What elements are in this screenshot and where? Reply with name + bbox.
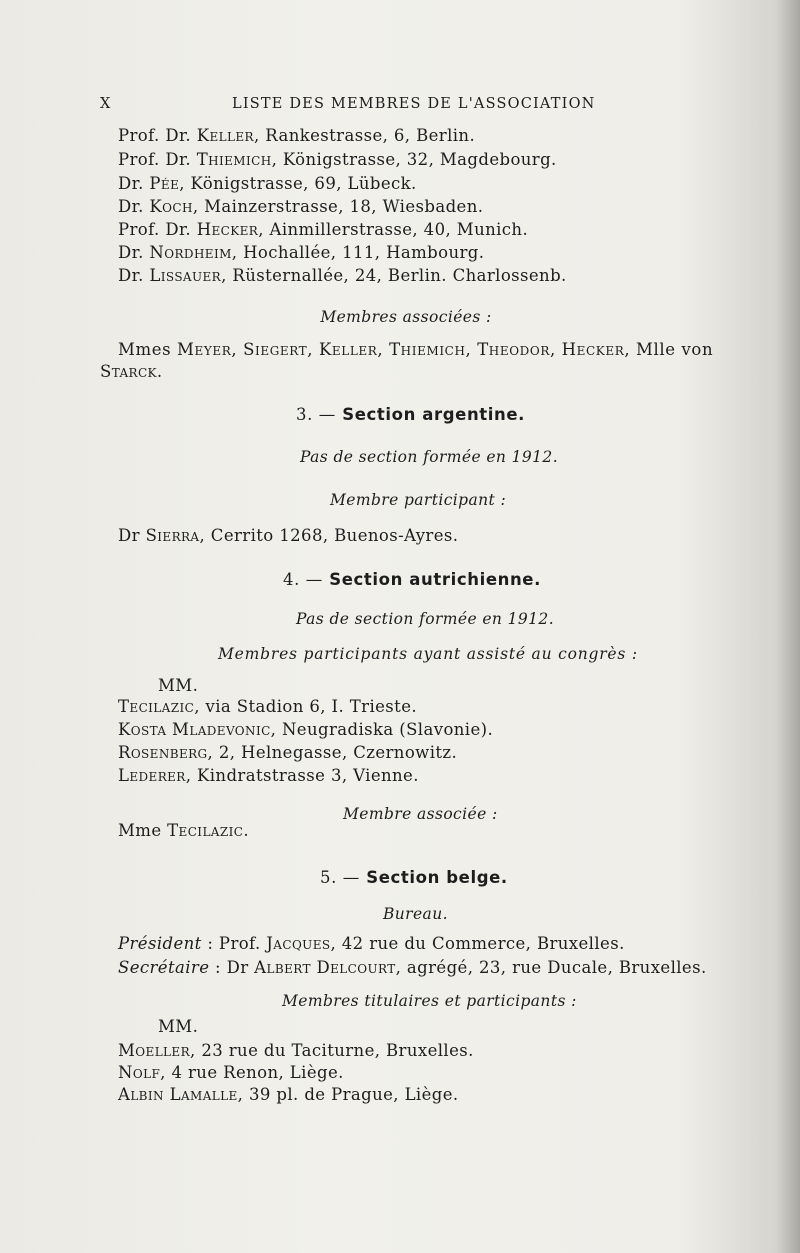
- member-name: Kosta Mladevonic: [118, 720, 271, 739]
- member-address: , Mainzerstrasse, 18, Wiesbaden.: [192, 197, 484, 216]
- member-title: Prof. Dr.: [118, 220, 197, 239]
- secretary-line: [118, 958, 707, 978]
- member-address: , Neugradiska (Slavonie).: [270, 720, 494, 739]
- associate-heading: Membre associée :: [343, 805, 498, 823]
- member-address: , Königstrasse, 32, Magdebourg.: [271, 150, 557, 169]
- section-heading-belgium: [320, 868, 508, 888]
- member-title: Dr.: [118, 243, 150, 262]
- participants-heading: Membre participant :: [330, 491, 507, 509]
- participants-heading: Membres participants ayant assisté au congrès :: [218, 645, 638, 663]
- member-address: , 2, Helnegasse, Czernowitz.: [207, 743, 458, 762]
- associates-line-2: [100, 362, 163, 382]
- section-title: Section argentine.: [342, 405, 526, 424]
- section-note: Pas de section formée en 1912.: [300, 448, 559, 466]
- bureau-heading: Bureau.: [383, 905, 448, 923]
- member-address: , Rankestrasse, 6, Berlin.: [253, 126, 476, 145]
- president-line: [118, 934, 625, 954]
- member-title: Prof. Dr.: [118, 150, 197, 169]
- member-name: Sierra: [145, 526, 200, 545]
- member-name: Keller: [196, 126, 254, 145]
- associates-line2-suffix: .: [156, 362, 163, 381]
- member-name: Nolf: [118, 1063, 161, 1082]
- mm-label: MM.: [158, 676, 199, 695]
- section-heading-austria: [283, 570, 541, 590]
- section-number: 4. —: [283, 570, 323, 589]
- member-name: Moeller: [118, 1041, 191, 1060]
- member-line: [118, 1063, 344, 1083]
- member-name: Nordheim: [149, 243, 232, 262]
- member-name: Koch: [149, 197, 193, 216]
- president-label: Président: [118, 934, 202, 953]
- running-title: LISTE DES MEMBRES DE L'ASSOCIATION: [232, 96, 596, 112]
- president-address: , 42 rue du Commerce, Bruxelles.: [330, 934, 625, 953]
- member-address: , Königstrasse, 69, Lübeck.: [179, 174, 417, 193]
- member-name: Lissauer: [149, 266, 222, 285]
- member-line: [118, 266, 567, 286]
- section-title: Section belge.: [366, 868, 508, 887]
- member-line: [118, 150, 557, 170]
- member-line: [118, 1085, 459, 1105]
- secretary-address: , agrégé, 23, rue Ducale, Bruxelles.: [395, 958, 707, 977]
- associate-prefix: Mme: [118, 821, 168, 840]
- member-address: , 4 rue Renon, Liège.: [160, 1063, 344, 1082]
- member-address: , Cerrito 1268, Buenos-Ayres.: [199, 526, 459, 545]
- member-line: [118, 697, 417, 717]
- associate-suffix: .: [243, 821, 249, 840]
- member-title: Dr: [118, 526, 146, 545]
- member-line: [118, 743, 457, 763]
- member-address: , 23 rue du Taciturne, Bruxelles.: [190, 1041, 474, 1060]
- member-name: Hecker: [196, 220, 259, 239]
- page-number: X: [100, 96, 112, 112]
- member-title: Dr.: [118, 197, 150, 216]
- member-line: [118, 197, 483, 217]
- member-line: [118, 1041, 474, 1061]
- member-name: Albin Lamalle: [118, 1085, 238, 1104]
- section-number: 5. —: [320, 868, 360, 887]
- section-note: Pas de section formée en 1912.: [296, 610, 555, 628]
- members-heading: Membres titulaires et participants :: [282, 992, 577, 1010]
- member-address: , via Stadion 6, I. Trieste.: [194, 697, 418, 716]
- member-address: , Ainmillerstrasse, 40, Munich.: [258, 220, 529, 239]
- associates-suffix: Mlle von: [630, 340, 714, 359]
- associates-prefix: Mmes: [118, 340, 178, 359]
- member-address: , Kindratstrasse 3, Vienne.: [185, 766, 419, 785]
- mm-label: MM.: [158, 1017, 199, 1036]
- member-name: Pée: [149, 174, 180, 193]
- member-line: [118, 720, 493, 740]
- member-name: Tecilazic: [118, 697, 195, 716]
- member-address: , Hochallée, 111, Hambourg.: [231, 243, 485, 262]
- president-name: Jacques: [266, 934, 331, 953]
- secretary-name: Albert Delcourt: [254, 958, 396, 977]
- member-title: Dr.: [118, 266, 150, 285]
- associates-line: [118, 340, 713, 360]
- associate-name: Tecilazic: [167, 821, 244, 840]
- member-title: Prof. Dr.: [118, 126, 197, 145]
- section-heading-argentina: [296, 405, 525, 425]
- associates-name: Starck: [100, 362, 157, 381]
- member-name: Thiemich: [196, 150, 272, 169]
- member-line: [118, 526, 458, 546]
- member-line: [118, 126, 475, 146]
- member-line: [118, 243, 484, 263]
- section-title: Section autrichienne.: [329, 570, 541, 589]
- section-number: 3. —: [296, 405, 336, 424]
- member-address: , Rüsternallée, 24, Berlin. Charlossenb.: [221, 266, 567, 285]
- president-prefix: : Prof.: [201, 934, 267, 953]
- member-name: Rosenberg: [118, 743, 208, 762]
- associates-names: Meyer, Siegert, Keller, Thiemich, Theodor, Hecker,: [177, 340, 631, 359]
- member-line: [118, 220, 528, 240]
- member-address: , 39 pl. de Prague, Liège.: [237, 1085, 459, 1104]
- associate-line: [118, 821, 249, 841]
- member-line: [118, 174, 417, 194]
- member-name: Lederer: [118, 766, 186, 785]
- associates-heading: Membres associées :: [320, 308, 492, 326]
- secretary-label: Secrétaire: [118, 958, 210, 977]
- member-title: Dr.: [118, 174, 150, 193]
- secretary-prefix: : Dr: [209, 958, 255, 977]
- member-line: [118, 766, 419, 786]
